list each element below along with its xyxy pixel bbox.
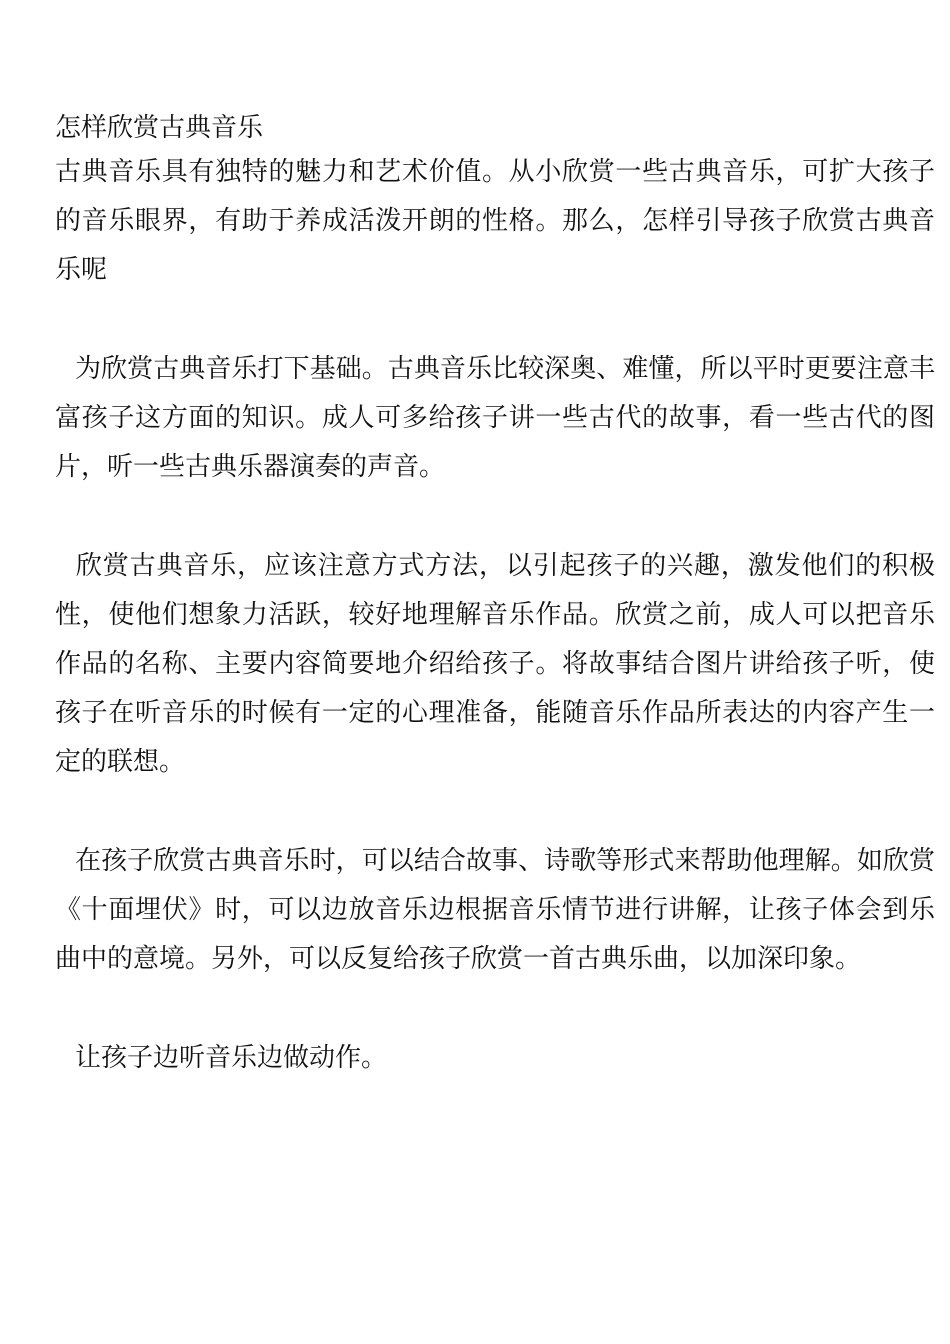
body-paragraph-1-text: 为欣赏古典音乐打下基础。古典音乐比较深奥、难懂，所以平时更要注意丰富孩子这方面的知识。成人可多给孩子讲一些古代的故事，看一些古代的图片，听一些古典乐器演奏的声音。 [55,354,935,482]
document-title: 怎样欣赏古典音乐 [55,113,264,143]
body-paragraph-2-text: 欣赏古典音乐，应该注意方式方法，以引起孩子的兴趣，激发他们的积极性，使他们想象力活跃，较好地理解音乐作品。欣赏之前，成人可以把音乐作品的名称、主要内容简要地介绍给孩子。将故事结合图片讲给孩子听，使孩子在听音乐的时候有一定的心理准备，能随音乐作品所表达的内容产生一定的联想。 [55,551,935,777]
body-paragraph-2 [55,542,935,787]
intro-paragraph: 古典音乐具有独特的魅力和艺术价值。从小欣赏一些古典音乐，可扩大孩子的音乐眼界，有助于养成活泼开朗的性格。那么，怎样引导孩子欣赏古典音乐呢 [55,157,935,285]
document-body [55,108,935,1083]
body-paragraph-4 [55,1034,935,1083]
body-paragraph-1 [55,345,935,492]
body-paragraph-3-text: 在孩子欣赏古典音乐时，可以结合故事、诗歌等形式来帮助他理解。如欣赏《十面埋伏》时，可以边放音乐边根据音乐情节进行讲解，让孩子体会到乐曲中的意境。另外，可以反复给孩子欣赏一首古典乐曲，以加深印象。 [55,846,935,974]
body-paragraph-4-text: 让孩子边听音乐边做动作。 [75,1043,388,1073]
body-paragraph-3 [55,837,935,984]
